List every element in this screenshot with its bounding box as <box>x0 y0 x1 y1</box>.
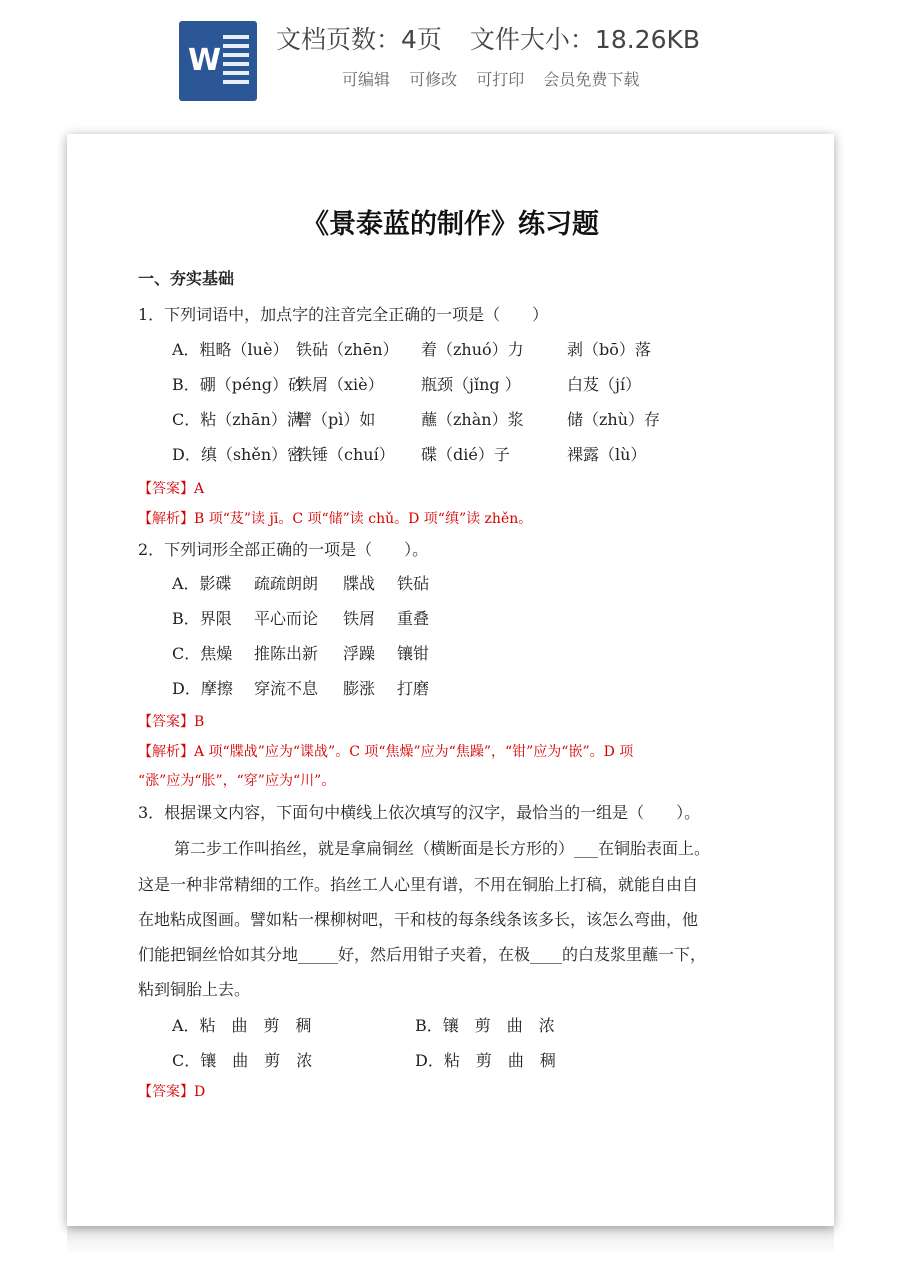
file-meta <box>276 20 700 56</box>
section-heading: 一、夯实基础 <box>138 269 235 288</box>
question-2-option-d: D．摩擦 穿流不息 膨涨 打磨 <box>172 679 430 698</box>
question-1-option-c: C．粘（zhān）满譬（pì）如 蘸（zhàn）浆 储（zhù）存 <box>172 410 661 429</box>
feature-list <box>342 67 647 90</box>
question-3-passage-line: 第二步工作叫掐丝，就是拿扁铜丝（横断面是长方形的）___在铜胎表面上。 <box>174 839 711 858</box>
question-3-option-b: B．镶 剪 曲 浓 <box>415 1016 555 1035</box>
question-3-option-a: A．粘 曲 剪 稠 <box>172 1016 312 1035</box>
word-doc-icon: W <box>179 21 257 101</box>
question-2-option-c: C．焦燥 推陈出新 浮躁 镶钳 <box>172 644 430 663</box>
question-3-passage-line: 们能把铜丝恰如其分地_____好，然后用钳子夹着，在极____的白芨浆里蘸一下， <box>138 945 707 964</box>
question-1-answer: 【答案】A <box>138 481 205 497</box>
question-2-stem: 2．下列词形全部正确的一项是（ ）。 <box>138 540 429 559</box>
document-title: 《景泰蓝的制作》练习题 <box>302 209 599 240</box>
feature-modifiable: 可修改 <box>409 70 458 89</box>
document-page <box>67 134 834 1226</box>
file-size: 文件大小：18.26KB <box>469 25 701 54</box>
question-1-option-b: B．硼（péng）砂铁屑（xiè） 瓶颈（jǐng ） 白芨（jí） <box>172 375 642 394</box>
question-3-passage-line: 粘到铜胎上去。 <box>138 980 251 999</box>
question-3-passage-line: 在地粘成图画。譬如粘一棵柳树吧，干和枝的每条线条该多长，该怎么弯曲，他 <box>138 910 699 929</box>
question-1-option-a: A．粗略（luè） 铁砧（zhēn） 着（zhuó）力 剥（bō）落 <box>172 340 651 359</box>
question-2-option-a: A．影碟 疏疏朗朗 牒战 铁砧 <box>172 574 430 593</box>
download-banner <box>0 0 900 110</box>
question-3-answer: 【答案】D <box>138 1084 206 1100</box>
question-3-stem: 3．根据课文内容，下面句中横线上依次填写的汉字，最恰当的一组是（ ）。 <box>138 803 701 822</box>
question-2-answer: 【答案】B <box>138 714 205 730</box>
page-count: 文档页数：4页 <box>276 25 442 54</box>
question-1-stem: 1．下列词语中，加点字的注音完全正确的一项是（ ） <box>138 305 549 324</box>
question-2-analysis: 【解析】A 项“牒战”应为“谍战”。C 项“焦燥”应为“焦躁”，“钳”应为“嵌”。D 项 <box>138 744 634 760</box>
question-3-option-c: C．镶 曲 剪 浓 <box>172 1051 313 1070</box>
question-3-passage-line: 这是一种非常精细的工作。掐丝工人心里有谱，不用在铜胎上打稿，就能自由自 <box>138 875 699 894</box>
feature-editable: 可编辑 <box>342 70 391 89</box>
feature-member-download: 会员免费下载 <box>543 70 640 89</box>
question-1-option-d: D．缜（shěn）密铁锤（chuí） 碟（dié）子 裸露（lù） <box>172 445 647 464</box>
question-2-analysis-cont: “涨”应为“胀”，“穿”应为“川”。 <box>138 773 336 789</box>
feature-printable: 可打印 <box>476 70 525 89</box>
question-3-option-d: D．粘 剪 曲 稠 <box>415 1051 556 1070</box>
question-2-option-b: B．界限 平心而论 铁屑 重叠 <box>172 609 430 628</box>
question-1-analysis: 【解析】B 项“芨”读 jī。C 项“储”读 chǔ。D 项“缜”读 zhěn。 <box>138 511 533 527</box>
